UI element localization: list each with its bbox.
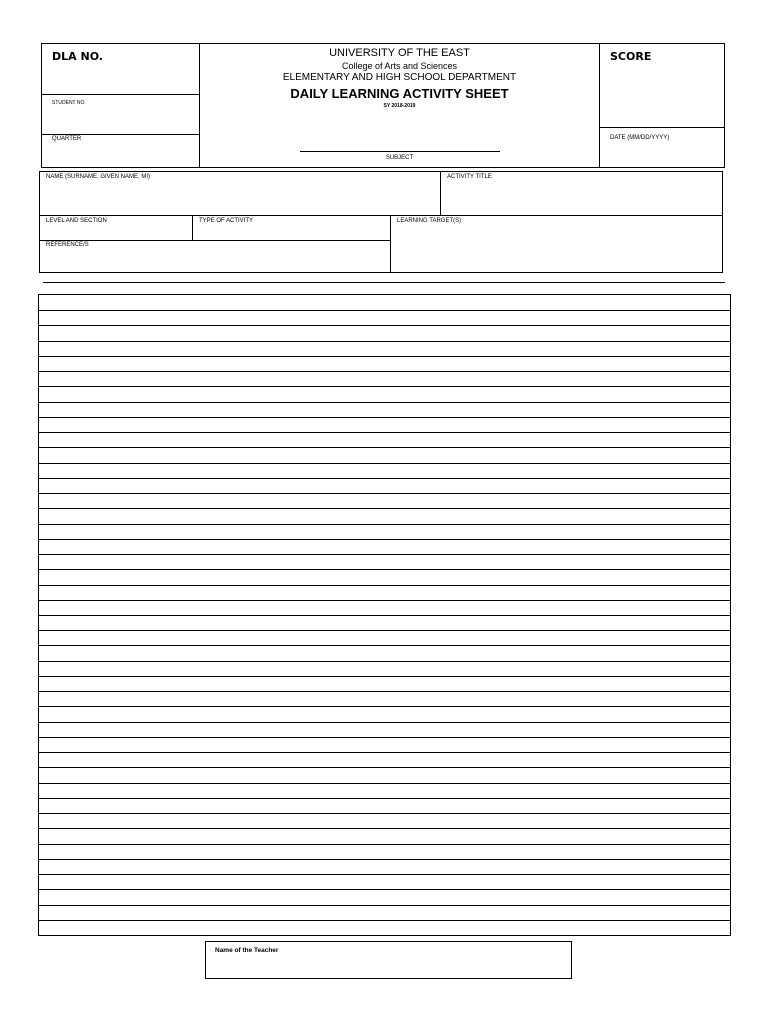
ruled-line bbox=[39, 905, 730, 906]
ruled-line bbox=[39, 630, 730, 631]
activity-title-label: ACTIVITY TITLE bbox=[447, 174, 492, 180]
ruled-line bbox=[39, 752, 730, 753]
name-field[interactable] bbox=[44, 183, 436, 213]
date-label: DATE (MM/DD/YYYY) bbox=[610, 135, 670, 141]
ruled-line bbox=[39, 722, 730, 723]
ruled-line bbox=[39, 417, 730, 418]
department-name: ELEMENTARY AND HIGH SCHOOL DEPARTMENT bbox=[282, 72, 517, 83]
type-activity-label: TYPE OF ACTIVITY bbox=[199, 218, 254, 224]
college-name: College of Arts and Sciences bbox=[341, 61, 458, 71]
ruled-line bbox=[39, 371, 730, 372]
ruled-line bbox=[39, 844, 730, 845]
section-separator bbox=[43, 282, 725, 283]
ruled-line bbox=[39, 539, 730, 540]
references-field[interactable] bbox=[44, 250, 386, 270]
ruled-line bbox=[39, 447, 730, 448]
teacher-label: Name of the Teacher bbox=[215, 947, 279, 954]
header-center bbox=[200, 44, 599, 167]
quarter-label: QUARTER bbox=[52, 136, 82, 142]
level-section-field[interactable] bbox=[44, 226, 188, 238]
teacher-box[interactable] bbox=[205, 941, 572, 979]
learning-targets-field[interactable] bbox=[395, 227, 719, 270]
learning-targets-label: LEARNING TARGET(S) bbox=[397, 218, 462, 224]
ruled-line bbox=[39, 310, 730, 311]
type-target-divider bbox=[390, 216, 391, 272]
ruled-line bbox=[39, 676, 730, 677]
ruled-line bbox=[39, 569, 730, 570]
ruled-line bbox=[39, 661, 730, 662]
dla-bottom-line bbox=[42, 94, 200, 95]
name-title-divider bbox=[440, 172, 441, 215]
student-no-field[interactable] bbox=[46, 108, 196, 132]
student-no-label: STUDENT NO. bbox=[52, 100, 86, 106]
university-name: UNIVERSITY OF THE EAST bbox=[329, 47, 470, 59]
school-year: SY 2018-2019 bbox=[383, 103, 416, 109]
dla-no-label: DLA NO. bbox=[52, 50, 103, 63]
ruled-line bbox=[39, 386, 730, 387]
score-bottom-line bbox=[600, 127, 724, 128]
ruled-line bbox=[39, 493, 730, 494]
name-label: NAME (SURNAME, GIVEN NAME, MI) bbox=[46, 174, 151, 180]
type-activity-field[interactable] bbox=[196, 226, 386, 238]
student-bottom-line bbox=[42, 134, 200, 135]
ruled-line bbox=[39, 554, 730, 555]
ruled-line bbox=[39, 615, 730, 616]
dla-no-field[interactable] bbox=[46, 64, 196, 90]
ruled-line bbox=[39, 508, 730, 509]
ruled-line bbox=[39, 874, 730, 875]
ruled-line bbox=[39, 402, 730, 403]
ruled-line bbox=[39, 600, 730, 601]
quarter-field[interactable] bbox=[46, 145, 196, 165]
subject-line[interactable] bbox=[300, 151, 500, 152]
date-field[interactable] bbox=[604, 145, 720, 165]
info-row-line bbox=[40, 215, 722, 216]
ruled-line bbox=[39, 463, 730, 464]
ruled-line bbox=[39, 783, 730, 784]
reference-top-line bbox=[40, 240, 390, 241]
ruled-line bbox=[39, 798, 730, 799]
ruled-line bbox=[39, 767, 730, 768]
ruled-line bbox=[39, 706, 730, 707]
ruled-line bbox=[39, 432, 730, 433]
ruled-line bbox=[39, 524, 730, 525]
ruled-line bbox=[39, 859, 730, 860]
ruled-line bbox=[39, 889, 730, 890]
ruled-line bbox=[39, 585, 730, 586]
level-type-divider bbox=[192, 216, 193, 240]
ruled-line bbox=[39, 920, 730, 921]
references-label: REFERENCE/S bbox=[46, 242, 89, 248]
header-right-divider bbox=[599, 44, 600, 167]
ruled-line bbox=[39, 737, 730, 738]
score-field[interactable] bbox=[604, 66, 720, 124]
ruled-line bbox=[39, 828, 730, 829]
ruled-line bbox=[39, 341, 730, 342]
ruled-writing-area[interactable] bbox=[38, 294, 731, 936]
ruled-line bbox=[39, 325, 730, 326]
ruled-line bbox=[39, 356, 730, 357]
activity-title-field[interactable] bbox=[445, 183, 719, 213]
level-section-label: LEVEL AND SECTION bbox=[46, 218, 107, 224]
sheet-title: DAILY LEARNING ACTIVITY SHEET bbox=[290, 86, 509, 101]
ruled-line bbox=[39, 691, 730, 692]
subject-label: SUBJECT bbox=[385, 155, 414, 161]
score-label: SCORE bbox=[610, 50, 652, 63]
ruled-line bbox=[39, 645, 730, 646]
ruled-line bbox=[39, 813, 730, 814]
ruled-line bbox=[39, 478, 730, 479]
